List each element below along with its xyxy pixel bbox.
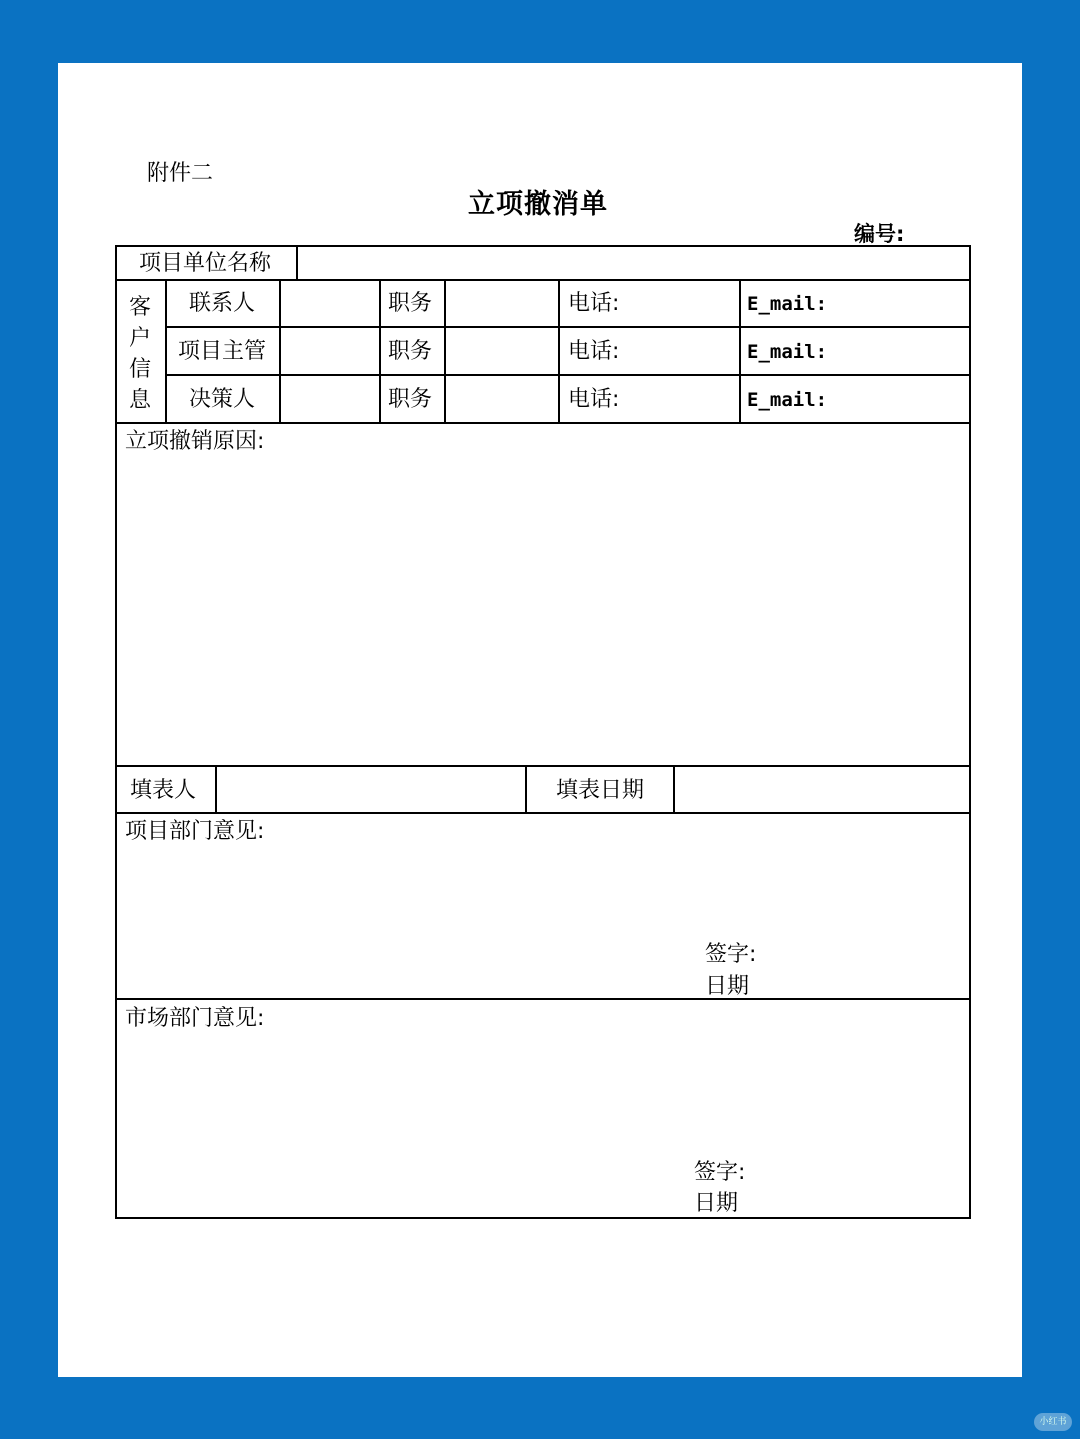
market-dept-date-label: 日期 xyxy=(694,1191,739,1216)
row-divider xyxy=(115,812,971,814)
annex-label: 附件二 xyxy=(147,161,214,186)
row-divider xyxy=(115,279,971,281)
col-divider xyxy=(379,279,381,424)
filler-label: 填表人 xyxy=(130,778,197,803)
project-manager-label: 项目主管 xyxy=(178,339,267,364)
phone-label: 电话: xyxy=(568,339,620,364)
col-divider xyxy=(279,279,281,424)
col-divider xyxy=(739,279,741,424)
email-label: E_mail: xyxy=(747,389,828,411)
project-unit-label: 项目单位名称 xyxy=(139,251,272,276)
serial-number-label: 编号: xyxy=(854,222,905,246)
form-title: 立项撤消单 xyxy=(468,189,608,220)
position-label: 职务 xyxy=(388,387,433,412)
col-divider xyxy=(673,765,675,814)
col-divider xyxy=(558,279,560,424)
row-divider xyxy=(115,422,971,424)
email-label: E_mail: xyxy=(747,341,828,363)
customer-info-label: 客 户 信 息 xyxy=(128,295,151,413)
email-label: E_mail: xyxy=(747,293,828,315)
col-divider xyxy=(296,245,298,281)
col-divider xyxy=(525,765,527,814)
market-dept-opinion-label: 市场部门意见: xyxy=(125,1006,265,1031)
col-divider xyxy=(444,279,446,424)
market-dept-sign-label: 签字: xyxy=(694,1160,746,1185)
project-unit-field[interactable] xyxy=(300,249,966,277)
project-dept-opinion-label: 项目部门意见: xyxy=(125,819,265,844)
row-divider xyxy=(115,998,971,1000)
project-dept-sign-label: 签字: xyxy=(705,942,757,967)
project-dept-date-label: 日期 xyxy=(705,974,750,999)
row-divider xyxy=(115,765,971,767)
col-divider xyxy=(165,279,167,424)
cancellation-reason-label: 立项撤销原因: xyxy=(125,429,265,454)
watermark: 小红书 xyxy=(1034,1413,1072,1431)
phone-label: 电话: xyxy=(568,387,620,412)
col-divider xyxy=(215,765,217,814)
contact-person-label: 联系人 xyxy=(189,291,256,316)
fill-date-label: 填表日期 xyxy=(556,778,645,803)
position-label: 职务 xyxy=(388,339,433,364)
position-label: 职务 xyxy=(388,291,433,316)
filler-field[interactable] xyxy=(219,769,521,809)
phone-label: 电话: xyxy=(568,291,620,316)
fill-date-field[interactable] xyxy=(677,769,967,809)
row-divider xyxy=(165,326,971,328)
cancellation-reason-field[interactable] xyxy=(119,458,967,761)
decision-maker-label: 决策人 xyxy=(189,387,256,412)
row-divider xyxy=(165,374,971,376)
